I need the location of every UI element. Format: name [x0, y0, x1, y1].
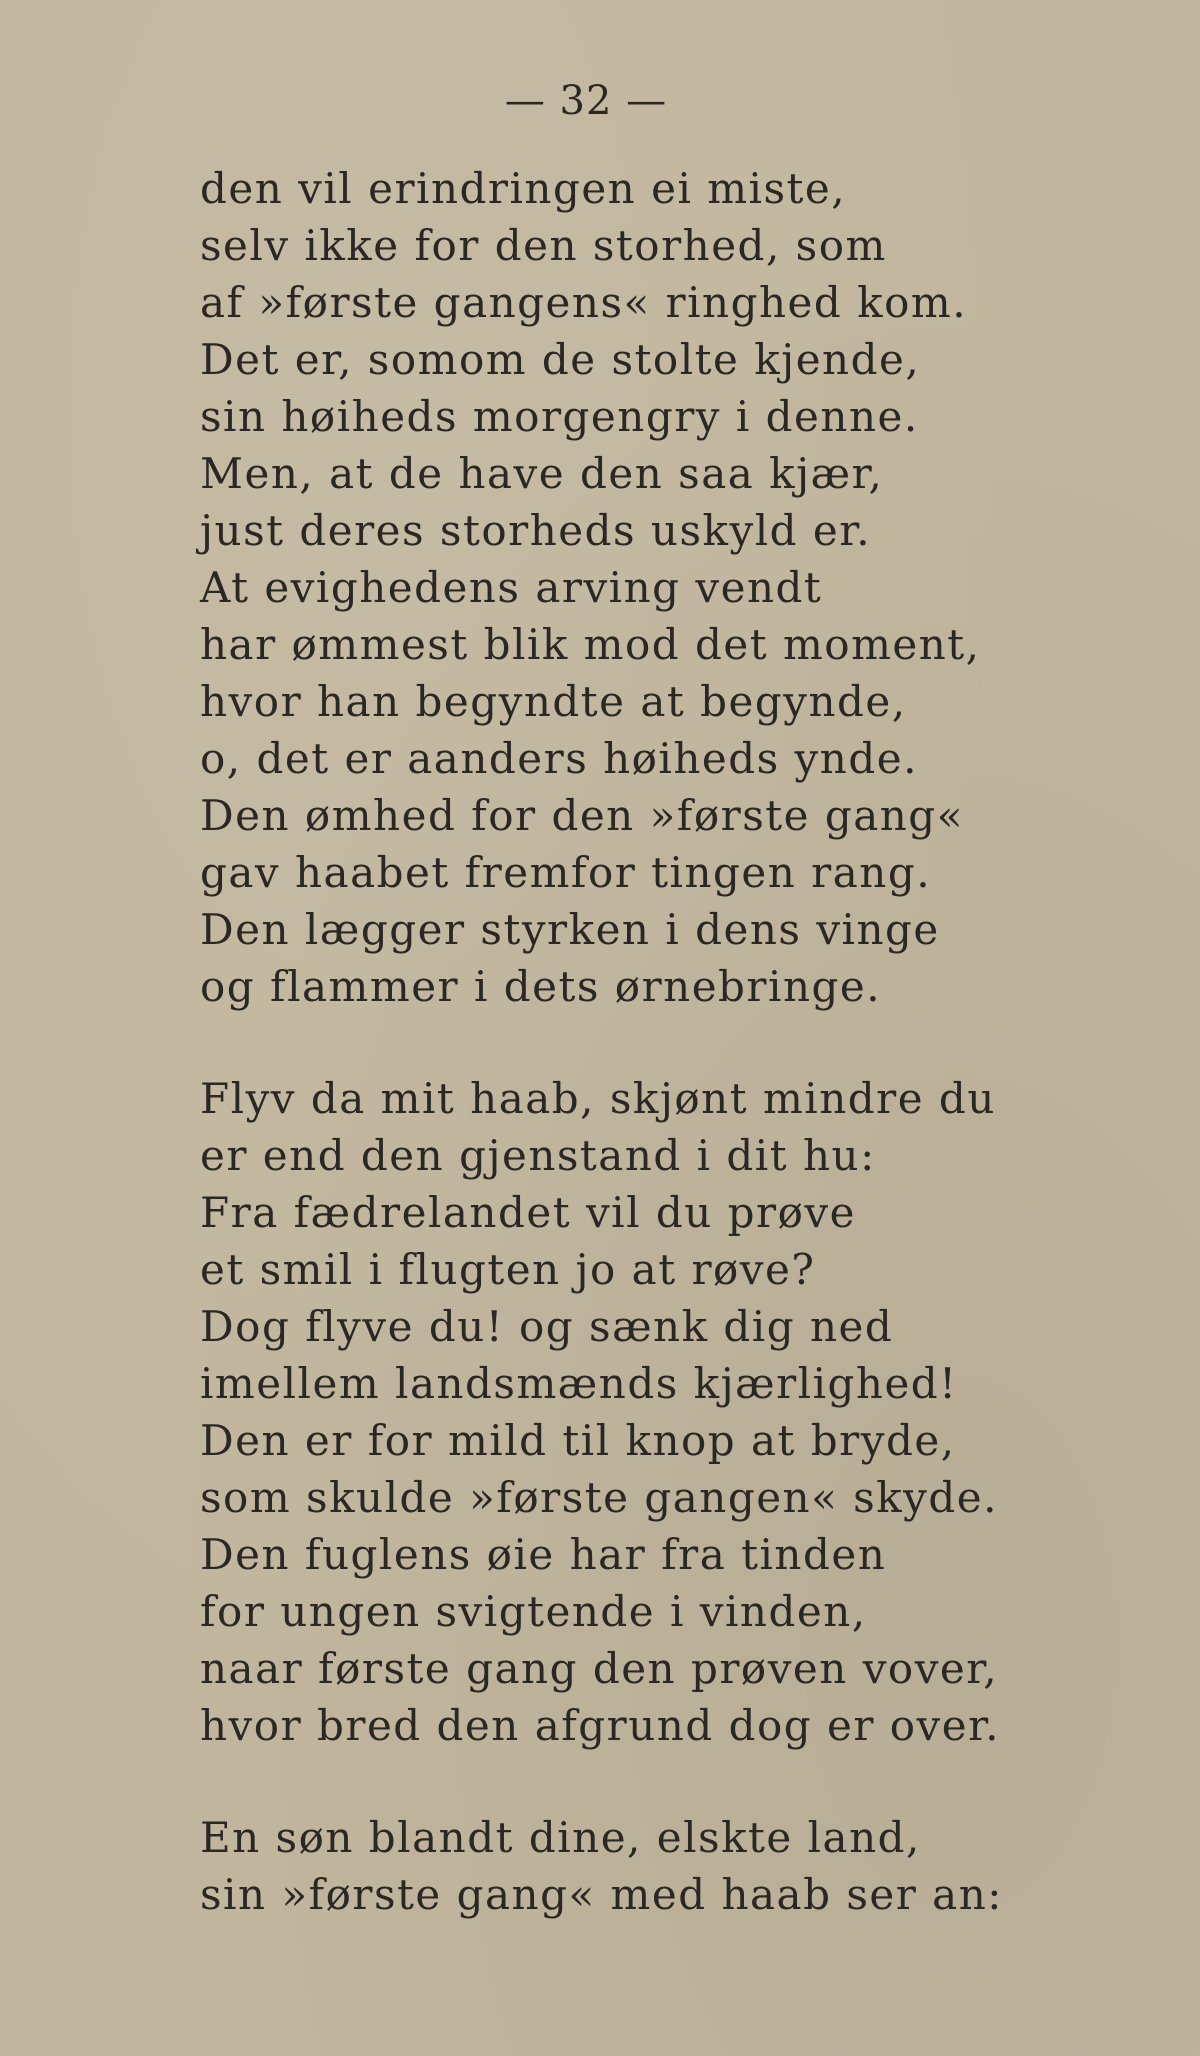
poem-line: Den ømhed for den »første gang«	[200, 791, 964, 840]
poem-line: At evighedens arving vendt	[200, 563, 823, 612]
poem-line: Den er for mild til knop at bryde,	[200, 1416, 956, 1465]
poem-line: for ungen svigtende i vinden,	[200, 1587, 867, 1636]
poem-text	[200, 160, 1160, 1923]
poem-line: sin høiheds morgengry i denne.	[200, 392, 919, 441]
poem-line: Men, at de have den saa kjær,	[200, 449, 884, 498]
poem-line: Det er, somom de stolte kjende,	[200, 335, 921, 384]
poem-line: gav haabet fremfor tingen rang.	[200, 848, 932, 897]
poem-line: selv ikke for den storhed, som	[200, 221, 887, 270]
poem-line: et smil i flugten jo at røve?	[200, 1245, 816, 1294]
stanza	[200, 1809, 1160, 1923]
poem-line: har ømmest blik mod det moment,	[200, 620, 981, 669]
poem-line: Den lægger styrken i dens vinge	[200, 905, 940, 954]
poem-line: hvor han begyndte at begynde,	[200, 677, 907, 726]
poem-line: imellem landsmænds kjærlighed!	[200, 1359, 958, 1408]
page-number: — 32 —	[504, 78, 668, 124]
poem-line: den vil erindringen ei miste,	[200, 164, 847, 213]
poem-line: En søn blandt dine, elskte land,	[200, 1813, 921, 1862]
poem-line: Flyv da mit haab, skjønt mindre du	[200, 1074, 996, 1123]
poem-line: sin »første gang« med haab ser an:	[200, 1870, 1003, 1919]
poem-line: Dog flyve du! og sænk dig ned	[200, 1302, 894, 1351]
poem-line: af »første gangens« ringhed kom.	[200, 278, 968, 327]
poem-line: Den fuglens øie har fra tinden	[200, 1530, 887, 1579]
stanza	[200, 1070, 1160, 1754]
poem-line: hvor bred den afgrund dog er over.	[200, 1701, 1000, 1750]
poem-line: Fra fædrelandet vil du prøve	[200, 1188, 857, 1237]
poem-line: som skulde »første gangen« skyde.	[200, 1473, 998, 1522]
poem-line: og flammer i dets ørnebringe.	[200, 962, 882, 1011]
poem-line: o, det er aanders høiheds ynde.	[200, 734, 918, 783]
poem-line: just deres storheds uskyld er.	[200, 506, 872, 555]
poem-line: er end den gjenstand i dit hu:	[200, 1131, 876, 1180]
stanza	[200, 160, 1160, 1015]
poem-line: naar første gang den prøven vover,	[200, 1644, 999, 1693]
